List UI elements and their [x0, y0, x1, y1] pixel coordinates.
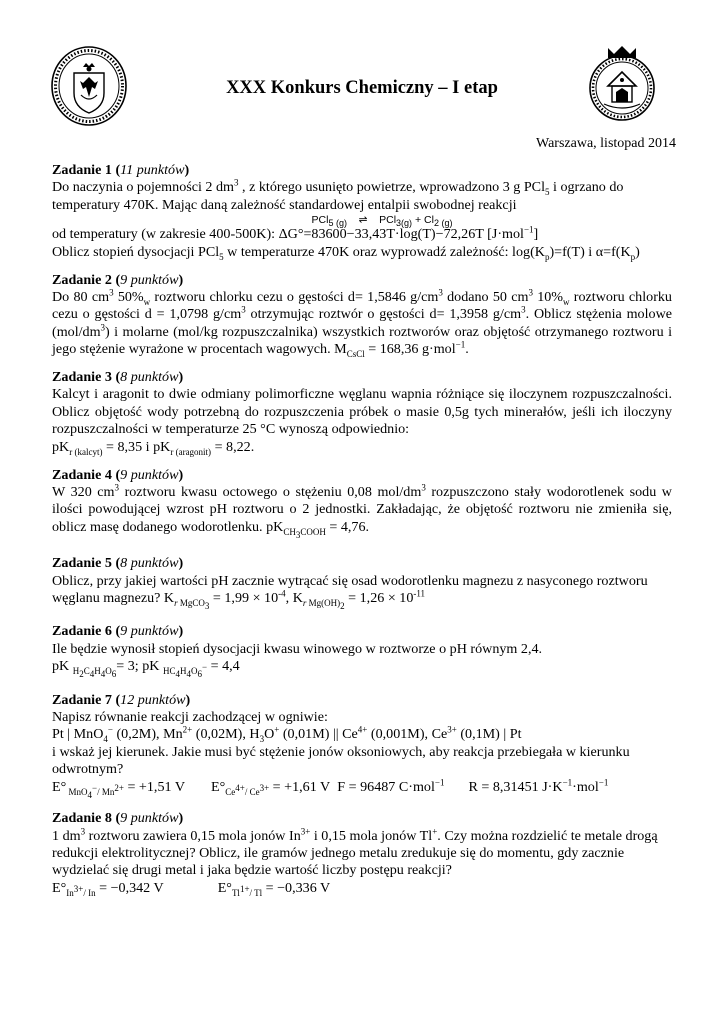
task-heading: Zadanie 3 (8 punktów) — [52, 369, 184, 386]
task-values: $pK_{r (kalcyt)} = 8,35$ i $pK_{r (aragonit)} = 8,22$. — [52, 438, 255, 457]
document-date: Warszawa, listopad 2014 — [536, 136, 676, 151]
task-heading: Zadanie 2 (9 punktów) — [52, 271, 184, 288]
task-heading: Zadanie 7 (12 punktów) — [52, 691, 191, 708]
task-7 — [52, 691, 672, 800]
task-text: Do 80 $cm^3$ $50\%_w$ roztworu chlorku cezu o gęstości d= 1,5846 $g/cm^3$ dodano 50 $cm^3$ $10\%_w$ roztworu chlorku cezu o gęstości d = 1,0798 $g/cm^3$ otrzymując roztwór o gęstości d= 1,3958 $g/cm^3$. Oblicz stężenia molowe $(mol/dm^3)$ i molarne (mol/kg rozpuszczalnika) wszystkich roztworów oraz objętość otrzymanego roztworu i jego stężenie wyrażone w procentach wagowych. $M_{CsCl} = 168,36$ g·mol$^{-1}$. — [52, 287, 672, 359]
task-text: Napisz równanie reakcji zachodzącej w ogniwie: Pt | MnO$_4$− (0,2M), $Mn^{2+}$ (0,02M), $H_3O^+$ (0,01M) || $Ce^{4+}$ (0,001M), $Ce^{3+}$ (0,1M) | Pt i wskaż jej kierunek. Jakie musi być stężenie jonów oksoniowych, aby reakcja przebiegała w kierunku odwrotnym? — [52, 709, 630, 778]
task-text: Oblicz, przy jakiej wartości pH zacznie wytrącać się osad wodorotlenku magnezu z nasyconego roztworu węglanu magnezu? $K_{r MgCO_3} = 1,99 \times 10^{-4}$, $K_{r Mg(OH)_2} = 1,26 \times 10^{-11}$ — [52, 572, 648, 611]
equilibrium-arrow-icon: ⇌ — [358, 214, 368, 227]
task-text: 1 $dm^3$ roztworu zawiera 0,15 mola jonów $In^{3+}$ i 0,15 mola jonów Tl+. Czy można rozdzielić te metale drogą redukcji elektrolitycznej? Oblicz, ile gramów jednego metalu zredukuje się do momentu, gdy zacznie wydzielać się drugi metal i jaka będzie wartość liczby postępu reakcji? — [52, 825, 658, 879]
task-8 — [52, 810, 672, 897]
task-6 — [52, 623, 672, 679]
task-heading: Zadanie 8 (9 punktów) — [52, 810, 184, 827]
task-text: od temperatury (w zakresie 400-500K): ΔG°=83600−33,43T·log(T)−72,26T [J·mol$^{-1}$] Oblicz stopień dysocjacji PCl$_5$ w temperaturze 470K oraz wyprowadź zależność: $\log(K_p)=f(T)$ i $\alpha=f(K_p)$ — [52, 224, 640, 262]
task-list — [52, 162, 672, 908]
task-text: Do naczynia o pojemności 2 $dm^3$ , z którego usunięto powietrze, wprowadzono 3 g PCl$_5$ i ogrzano do temperatury 470K. Mając daną zależność standardowej entalpii swobodnej reakcji — [52, 177, 624, 213]
task-text: Ile będzie wynosił stopień dysocjacji kwasu winowego w roztworze o pH równym 2,4. pK $_{H_2C_4H_4O_6}$= 3; pK $_{HC_4H_4O_6^-}$ = 4,4 — [52, 640, 543, 679]
task-text: W 320 $cm^3$ roztworu kwasu octowego o stężeniu 0,08 mol/$dm^3$ rozpuszczono stały wodorotlenek sodu w ilości powodującej wzrost pH roztworu o 2 jednostki. Zakładając, że objętość roztworu nie zmieniła się, oblicz masę dodanego wodorotlenku. $pK_{CH_3COOH} = 4,76$. — [52, 482, 672, 540]
task-heading: Zadanie 1 (11 punktów) — [52, 162, 190, 178]
task-2 — [52, 272, 672, 359]
task-5 — [52, 555, 672, 611]
task-4 — [52, 466, 672, 540]
task-heading: Zadanie 5 (8 punktów) — [52, 555, 184, 572]
reaction-equation: PCl$_{5 (g)}$ ⇌ $PCl_{3(g)} + Cl_{2 (g)}$ — [311, 214, 453, 229]
task-heading: Zadanie 4 (9 punktów) — [52, 466, 184, 483]
task-constants: E° $_{MnO_4^-/ Mn^{2+}}$ = +1,51 V $E^\circ_{Ce^{4+}/ Ce^{3+}} = +1,61$ V F = 96487 C·mol$^{-1}$ R = 8,31451 $J\cdot K^{-1}\cdot mol^{-1}$ — [52, 777, 609, 800]
task-3 — [52, 369, 672, 456]
task-1 — [52, 162, 672, 261]
task-text: Kalcyt i aragonit to dwie odmiany polimorficzne węglanu wapnia różniące się iloczynem rozpuszczalności. Oblicz objętość wody potrzebną do rozpuszczenia próbek o masie 0,5g tych minerałów, jeśli ich iloczyny rozpuszczalności w temperaturze 25 °C wynoszą odpowiednio: — [52, 386, 672, 438]
task-heading: Zadanie 6 (9 punktów) — [52, 623, 184, 640]
task-constants: $E^\circ_{In^{3+}/ In} = -0,342$ V $E^\circ_{Tl^{1+}/ Tl} = -0,336$ V — [52, 879, 331, 898]
page-title: XXX Konkurs Chemiczny – I etap — [226, 78, 498, 98]
